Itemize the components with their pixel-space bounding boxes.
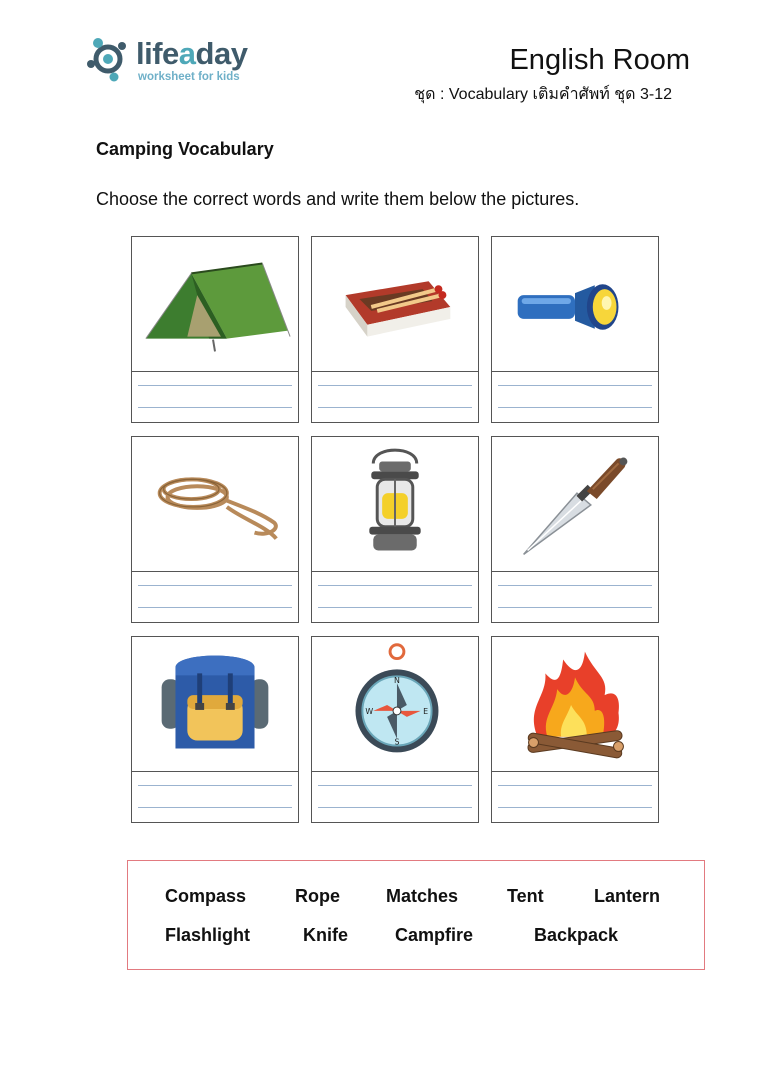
write-line[interactable] (138, 385, 292, 386)
svg-text:S: S (394, 737, 400, 747)
matches-icon (312, 237, 478, 371)
write-line[interactable] (498, 407, 652, 408)
campfire-icon (492, 637, 658, 771)
word-bank (127, 860, 705, 970)
set-label: ชุด : Vocabulary เติมคำศัพท์ ชุด 3-12 (414, 86, 672, 103)
logo-molecule-icon (86, 36, 132, 82)
lifeaday-logo (86, 34, 276, 86)
write-line[interactable] (498, 585, 652, 586)
word-flashlight: Flashlight (165, 925, 250, 945)
rope-icon (132, 437, 298, 571)
write-line[interactable] (498, 807, 652, 808)
picture-card-compass (311, 636, 479, 823)
write-line[interactable] (138, 585, 292, 586)
picture-card-matches (311, 236, 479, 423)
write-line[interactable] (318, 607, 472, 608)
write-line[interactable] (138, 407, 292, 408)
write-line[interactable] (498, 607, 652, 608)
write-line[interactable] (138, 807, 292, 808)
word-backpack: Backpack (534, 925, 619, 945)
word-campfire: Campfire (395, 925, 474, 945)
tent-icon (132, 237, 298, 371)
write-line[interactable] (318, 385, 472, 386)
word-lantern: Lantern (594, 886, 661, 906)
svg-text:E: E (423, 706, 429, 716)
picture-card-campfire (491, 636, 659, 823)
logo-wordmark: lifeaday (136, 36, 248, 71)
picture-card-tent (131, 236, 299, 423)
write-line[interactable] (138, 607, 292, 608)
write-line[interactable] (498, 785, 652, 786)
write-line[interactable] (318, 407, 472, 408)
svg-text:W: W (365, 706, 374, 716)
picture-card-knife (491, 436, 659, 623)
picture-card-lantern (311, 436, 479, 623)
picture-card-backpack (131, 636, 299, 823)
picture-card-flashlight (491, 236, 659, 423)
write-line[interactable] (318, 585, 472, 586)
word-matches: Matches (386, 886, 459, 906)
worksheet-title: Camping Vocabulary (96, 139, 274, 159)
backpack-icon (132, 637, 298, 771)
write-line[interactable] (498, 385, 652, 386)
write-line[interactable] (318, 785, 472, 786)
word-tent: Tent (507, 886, 544, 906)
compass-icon (312, 637, 478, 771)
svg-text:N: N (394, 676, 400, 686)
logo-tagline: worksheet for kids (138, 71, 240, 83)
picture-card-rope (131, 436, 299, 623)
lantern-icon (312, 437, 478, 571)
word-compass: Compass (165, 886, 247, 906)
instruction-text: Choose the correct words and write them below the pictures. (96, 189, 580, 209)
word-knife: Knife (303, 925, 348, 945)
write-line[interactable] (318, 807, 472, 808)
room-title: English Room (509, 44, 690, 76)
word-rope: Rope (295, 886, 340, 906)
knife-icon (492, 437, 658, 571)
flashlight-icon (492, 237, 658, 371)
write-line[interactable] (138, 785, 292, 786)
